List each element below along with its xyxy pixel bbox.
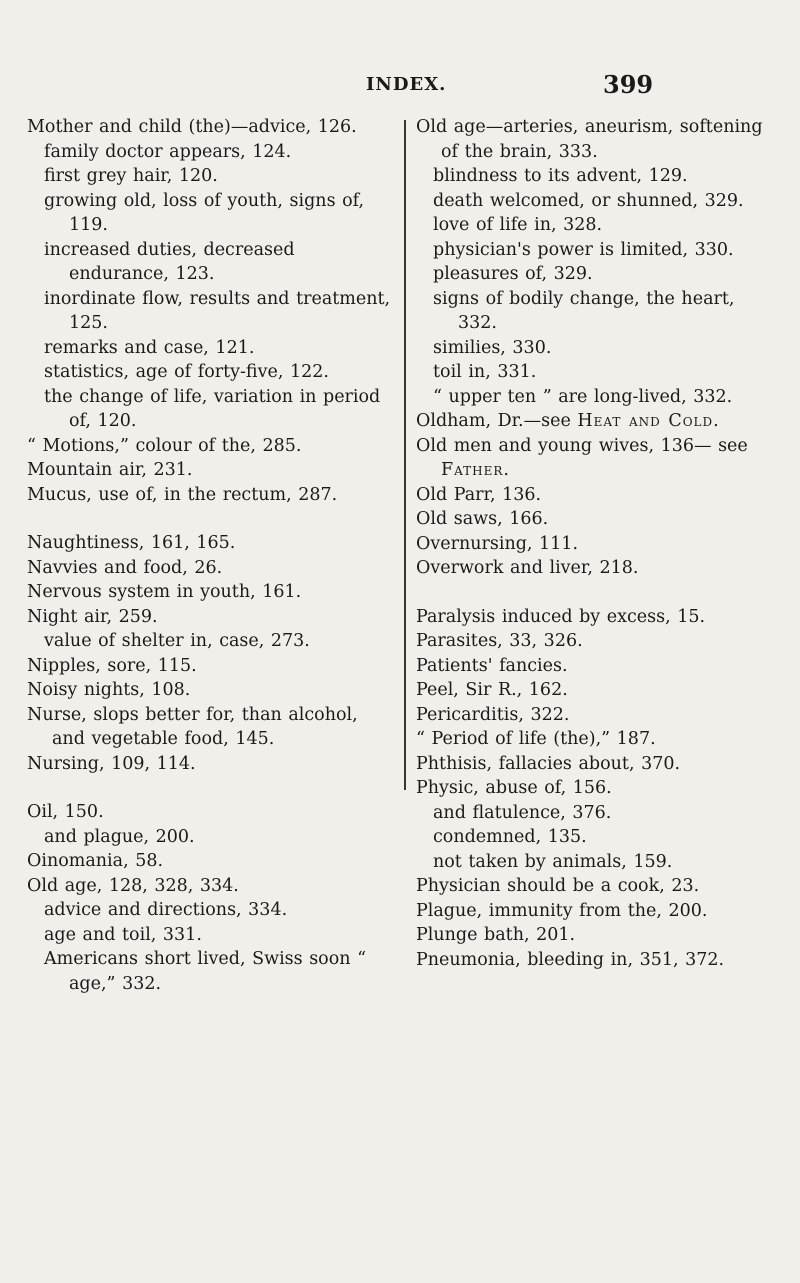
index-subentry bbox=[416, 164, 776, 189]
entry-text: advice and directions, 334. bbox=[44, 900, 288, 920]
index-entry bbox=[416, 507, 776, 532]
entry-text: Mucus, use of, in the rectum, 287. bbox=[27, 484, 338, 505]
entry-text: growing old, loss of youth, signs of, 119. bbox=[44, 190, 365, 235]
letter-section-gap bbox=[27, 776, 397, 800]
entry-text: Phthisis, fallacies about, 370. bbox=[416, 753, 681, 774]
index-entry bbox=[27, 874, 397, 899]
index-entry bbox=[27, 800, 397, 825]
entry-text: Mountain air, 231. bbox=[27, 460, 193, 480]
entry-text: Oinomania, 58. bbox=[27, 851, 164, 871]
index-subentry bbox=[416, 262, 776, 287]
entry-text: remarks and case, 121. bbox=[44, 337, 255, 358]
entry-text: Physic, abuse of, 156. bbox=[416, 778, 612, 798]
entry-text: “ upper ten ” are long-lived, 332. bbox=[433, 386, 733, 407]
index-subentry bbox=[416, 189, 776, 214]
index-subentry bbox=[27, 923, 397, 948]
entry-text: Paralysis induced by excess, 15. bbox=[416, 606, 706, 627]
index-subentry bbox=[27, 385, 397, 434]
entry-text: Old age—arteries, aneurism, softening of the brain, 333. bbox=[416, 117, 763, 162]
entry-text: Night air, 259. bbox=[27, 606, 158, 627]
entry-text: condemned, 135. bbox=[433, 827, 587, 847]
entry-text: Naughtiness, 161, 165. bbox=[27, 533, 236, 553]
index-entry bbox=[416, 654, 776, 679]
index-entry bbox=[27, 752, 397, 777]
cross-reference: Father. bbox=[441, 460, 510, 480]
entry-text: blindness to its advent, 129. bbox=[433, 166, 688, 186]
index-entry bbox=[416, 703, 776, 728]
page-header bbox=[0, 70, 800, 100]
index-subentry bbox=[416, 360, 776, 385]
entry-text: “ Motions,” colour of the, 285. bbox=[27, 435, 302, 456]
entry-text: Oldham, Dr.—see bbox=[416, 411, 578, 431]
entry-text: Pericarditis, 322. bbox=[416, 704, 570, 725]
index-entry bbox=[416, 948, 776, 973]
entry-text: love of life in, 328. bbox=[433, 215, 603, 235]
index-subentry bbox=[27, 336, 397, 361]
index-entry bbox=[27, 556, 397, 581]
entry-text: and plague, 200. bbox=[44, 826, 195, 847]
entry-text: Old Parr, 136. bbox=[416, 484, 542, 505]
index-entry bbox=[27, 654, 397, 679]
index-entry bbox=[27, 678, 397, 703]
entry-text: Nursing, 109, 114. bbox=[27, 753, 196, 774]
index-subentry bbox=[416, 287, 776, 336]
entry-text: not taken by animals, 159. bbox=[433, 851, 673, 872]
index-entry bbox=[416, 605, 776, 630]
index-entry bbox=[416, 899, 776, 924]
index-entry bbox=[416, 776, 776, 801]
index-column-left bbox=[27, 115, 397, 996]
index-subentry bbox=[416, 385, 776, 410]
entry-text: Nipples, sore, 115. bbox=[27, 655, 197, 676]
entry-text: death welcomed, or shunned, 329. bbox=[433, 190, 744, 211]
index-entry bbox=[416, 629, 776, 654]
entry-text: Old age, 128, 328, 334. bbox=[27, 875, 239, 896]
index-entry bbox=[27, 605, 397, 630]
entry-text: Nurse, slops better for, than alcohol, and vegetable food, 145. bbox=[27, 704, 358, 749]
entry-text: Peel, Sir R., 162. bbox=[416, 680, 568, 700]
index-subentry bbox=[27, 898, 397, 923]
index-entry bbox=[27, 458, 397, 483]
index-subentry bbox=[416, 238, 776, 263]
index-entry bbox=[416, 532, 776, 557]
index-entry bbox=[27, 580, 397, 605]
entry-text: Pneumonia, bleeding in, 351, 372. bbox=[416, 949, 725, 970]
index-entry bbox=[27, 531, 397, 556]
entry-text: increased duties, decreased endurance, 123. bbox=[44, 239, 295, 284]
letter-section-gap bbox=[27, 507, 397, 531]
entry-text: Patients' fancies. bbox=[416, 655, 568, 676]
entry-text: first grey hair, 120. bbox=[44, 166, 218, 186]
index-subentry bbox=[416, 336, 776, 361]
entry-text: Parasites, 33, 326. bbox=[416, 631, 583, 651]
index-subentry bbox=[27, 825, 397, 850]
index-entry bbox=[416, 678, 776, 703]
index-entry bbox=[416, 556, 776, 581]
entry-text: Nervous system in youth, 161. bbox=[27, 582, 302, 602]
index-subentry bbox=[27, 189, 397, 238]
index-entry bbox=[27, 703, 397, 752]
entry-text: toil in, 331. bbox=[433, 362, 537, 382]
entry-text: similies, 330. bbox=[433, 337, 552, 358]
page-number: 399 bbox=[603, 70, 654, 99]
entry-text: Old men and young wives, 136— see bbox=[416, 435, 748, 456]
entry-text: and flatulence, 376. bbox=[433, 802, 612, 823]
index-subentry bbox=[27, 287, 397, 336]
entry-text: Oil, 150. bbox=[27, 802, 104, 822]
index-subentry bbox=[27, 629, 397, 654]
entry-text: Navvies and food, 26. bbox=[27, 557, 223, 578]
entry-text: statistics, age of forty-five, 122. bbox=[44, 362, 329, 382]
entry-text: signs of bodily change, the heart, 332. bbox=[433, 288, 735, 333]
index-subentry bbox=[416, 850, 776, 875]
entry-text: inordinate flow, results and treatment, 125. bbox=[44, 288, 391, 333]
index-entry bbox=[27, 115, 397, 140]
column-divider bbox=[404, 120, 406, 790]
index-subentry bbox=[27, 140, 397, 165]
cross-reference: Heat and Cold. bbox=[577, 411, 720, 431]
entry-text: Overnursing, 111. bbox=[416, 533, 579, 554]
index-subentry bbox=[27, 947, 397, 996]
entry-text: Plague, immunity from the, 200. bbox=[416, 900, 708, 921]
index-entry bbox=[416, 434, 776, 483]
index-subentry bbox=[416, 801, 776, 826]
letter-section-gap bbox=[416, 581, 776, 605]
entry-text: value of shelter in, case, 273. bbox=[44, 631, 310, 651]
entry-text: Noisy nights, 108. bbox=[27, 680, 191, 700]
entry-text: pleasures of, 329. bbox=[433, 264, 593, 284]
index-entry bbox=[27, 849, 397, 874]
entry-text: Plunge bath, 201. bbox=[416, 925, 576, 945]
index-entry bbox=[416, 727, 776, 752]
entry-text: “ Period of life (the),” 187. bbox=[416, 729, 656, 749]
index-entry bbox=[416, 874, 776, 899]
entry-text: physician's power is limited, 330. bbox=[433, 239, 734, 260]
entry-text: family doctor appears, 124. bbox=[44, 141, 292, 162]
index-entry bbox=[27, 434, 397, 459]
entry-text: Physician should be a cook, 23. bbox=[416, 876, 700, 896]
index-entry bbox=[416, 115, 776, 164]
entry-text: age and toil, 331. bbox=[44, 924, 202, 945]
index-entry bbox=[416, 483, 776, 508]
index-entry bbox=[416, 923, 776, 948]
entry-text: Old saws, 166. bbox=[416, 509, 549, 529]
index-subentry bbox=[416, 213, 776, 238]
running-title: INDEX. bbox=[366, 74, 447, 95]
index-subentry bbox=[27, 360, 397, 385]
entry-text: the change of life, variation in period of, 120. bbox=[44, 386, 381, 431]
index-column-right bbox=[416, 115, 776, 972]
index-entry bbox=[27, 483, 397, 508]
entry-text: Overwork and liver, 218. bbox=[416, 558, 639, 578]
index-subentry bbox=[27, 164, 397, 189]
entry-text: Mother and child (the)—advice, 126. bbox=[27, 117, 357, 137]
index-subentry bbox=[416, 825, 776, 850]
index-subentry bbox=[27, 238, 397, 287]
index-entry bbox=[416, 752, 776, 777]
index-entry bbox=[416, 409, 776, 434]
entry-text: Americans short lived, Swiss soon “ age,” 332. bbox=[44, 949, 367, 994]
